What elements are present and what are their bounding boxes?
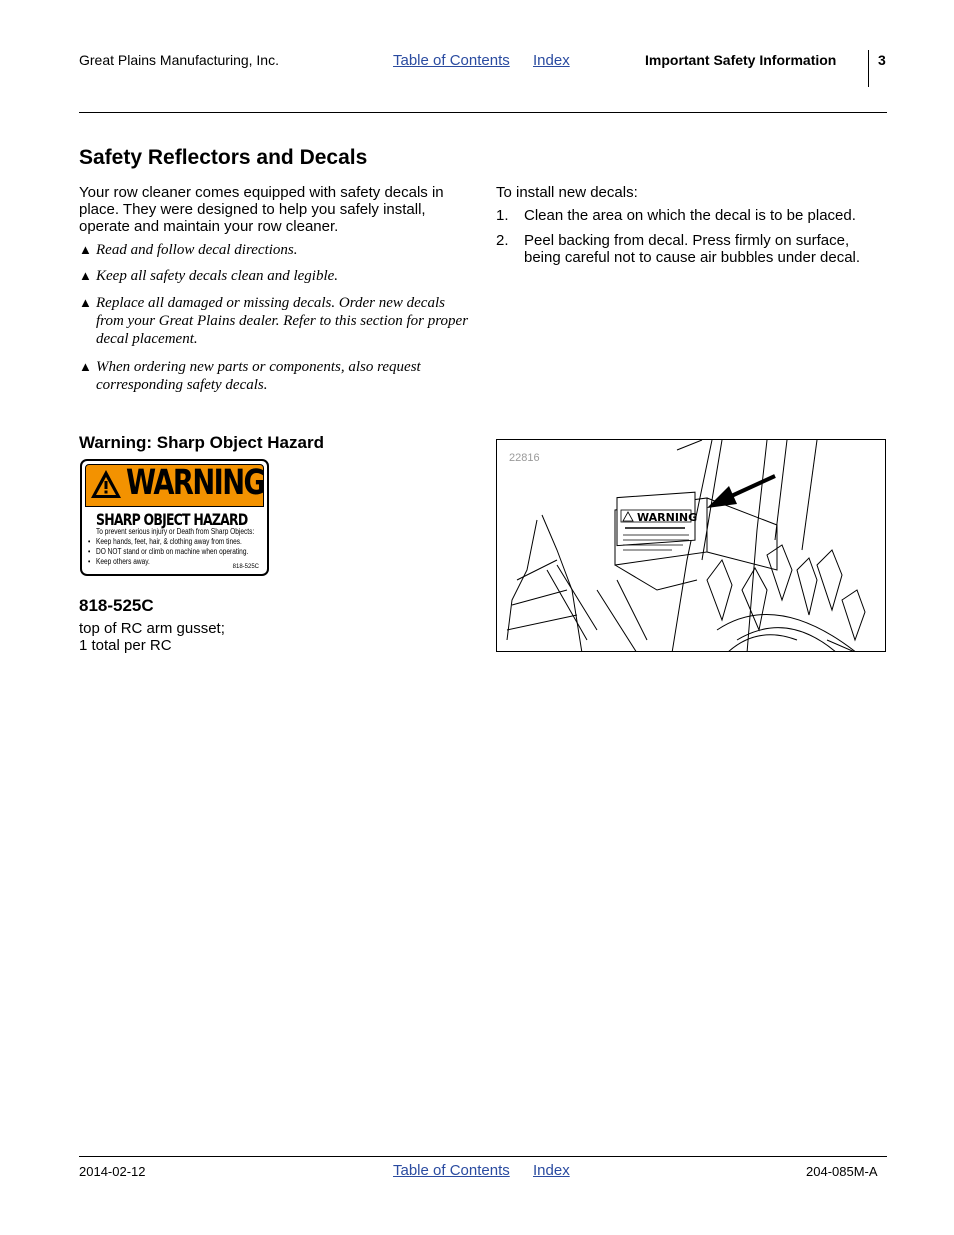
footer-toc-link[interactable]: Table of Contents [393, 1162, 510, 1179]
bullet-item: ▲ Read and follow decal directions. [79, 242, 298, 258]
decal-dot: • [88, 557, 91, 566]
decal-text: DO NOT stand or climb on machine when operating. [96, 547, 249, 556]
install-step: 2. Peel backing from decal. Press firmly on surface, being careful not to cause air bubbles under decal. [496, 232, 861, 266]
row-cleaner-illustration [497, 440, 886, 652]
triangle-bullet-icon: ▲ [79, 242, 92, 257]
triangle-bullet-icon: ▲ [79, 268, 92, 283]
section-title: Important Safety Information [645, 52, 837, 68]
signal-word: WARNING [126, 463, 265, 503]
install-heading: To install new decals: [496, 184, 638, 201]
bullet-item: ▲ Keep all safety decals clean and legible. [79, 268, 339, 284]
part-number: 818-525C [79, 596, 154, 615]
decal-code: 818-525C [232, 564, 259, 570]
hazard-title: SHARP OBJECT HAZARD [96, 510, 248, 529]
decal-location: top of RC arm gusset; [79, 620, 225, 637]
footer-date: 2014-02-12 [79, 1164, 146, 1179]
decal-dot: • [88, 537, 91, 546]
warning-triangle-icon [89, 468, 123, 500]
install-step: 1. Clean the area on which the decal is to be placed. [496, 207, 856, 224]
page-title: Safety Reflectors and Decals [79, 146, 368, 169]
svg-text:WARNING: WARNING [637, 511, 698, 524]
intro-paragraph: Your row cleaner comes equipped with safety decals in place. They were designed to help you safely install, operate and maintain your row cleaner. [79, 184, 444, 235]
footer-rule [79, 1156, 887, 1157]
triangle-bullet-icon: ▲ [79, 295, 92, 310]
figure-number: 22816 [509, 452, 540, 464]
decal-text: Keep others away. [96, 557, 150, 566]
decal-quantity: 1 total per RC [79, 637, 172, 654]
header-toc-link[interactable]: Table of Contents [393, 52, 510, 69]
decal-text: To prevent serious injury or Death from Sharp Objects: [96, 527, 255, 536]
document-number: 204-085M-A [806, 1164, 878, 1179]
warning-heading: Warning: Sharp Object Hazard [79, 433, 324, 452]
decal-text: Keep hands, feet, hair, & clothing away from tines. [96, 537, 242, 546]
decal-location-figure [496, 439, 886, 652]
bullet-item: ▲ Replace all damaged or missing decals. Order new decals from your Great Plains dealer. Refer to this section for proper decal placement. [79, 295, 469, 347]
page-number: 3 [878, 52, 886, 68]
arrow-icon [707, 476, 775, 508]
footer-index-link[interactable]: Index [533, 1162, 570, 1179]
company-name: Great Plains Manufacturing, Inc. [79, 52, 279, 68]
warning-decal [80, 459, 269, 576]
header-index-link[interactable]: Index [533, 52, 570, 69]
header-rule [79, 112, 887, 113]
decal-dot: • [88, 547, 91, 556]
bullet-item: ▲ When ordering new parts or components, also request corresponding safety decals. [79, 359, 421, 393]
triangle-bullet-icon: ▲ [79, 359, 92, 374]
header-divider [868, 50, 869, 87]
